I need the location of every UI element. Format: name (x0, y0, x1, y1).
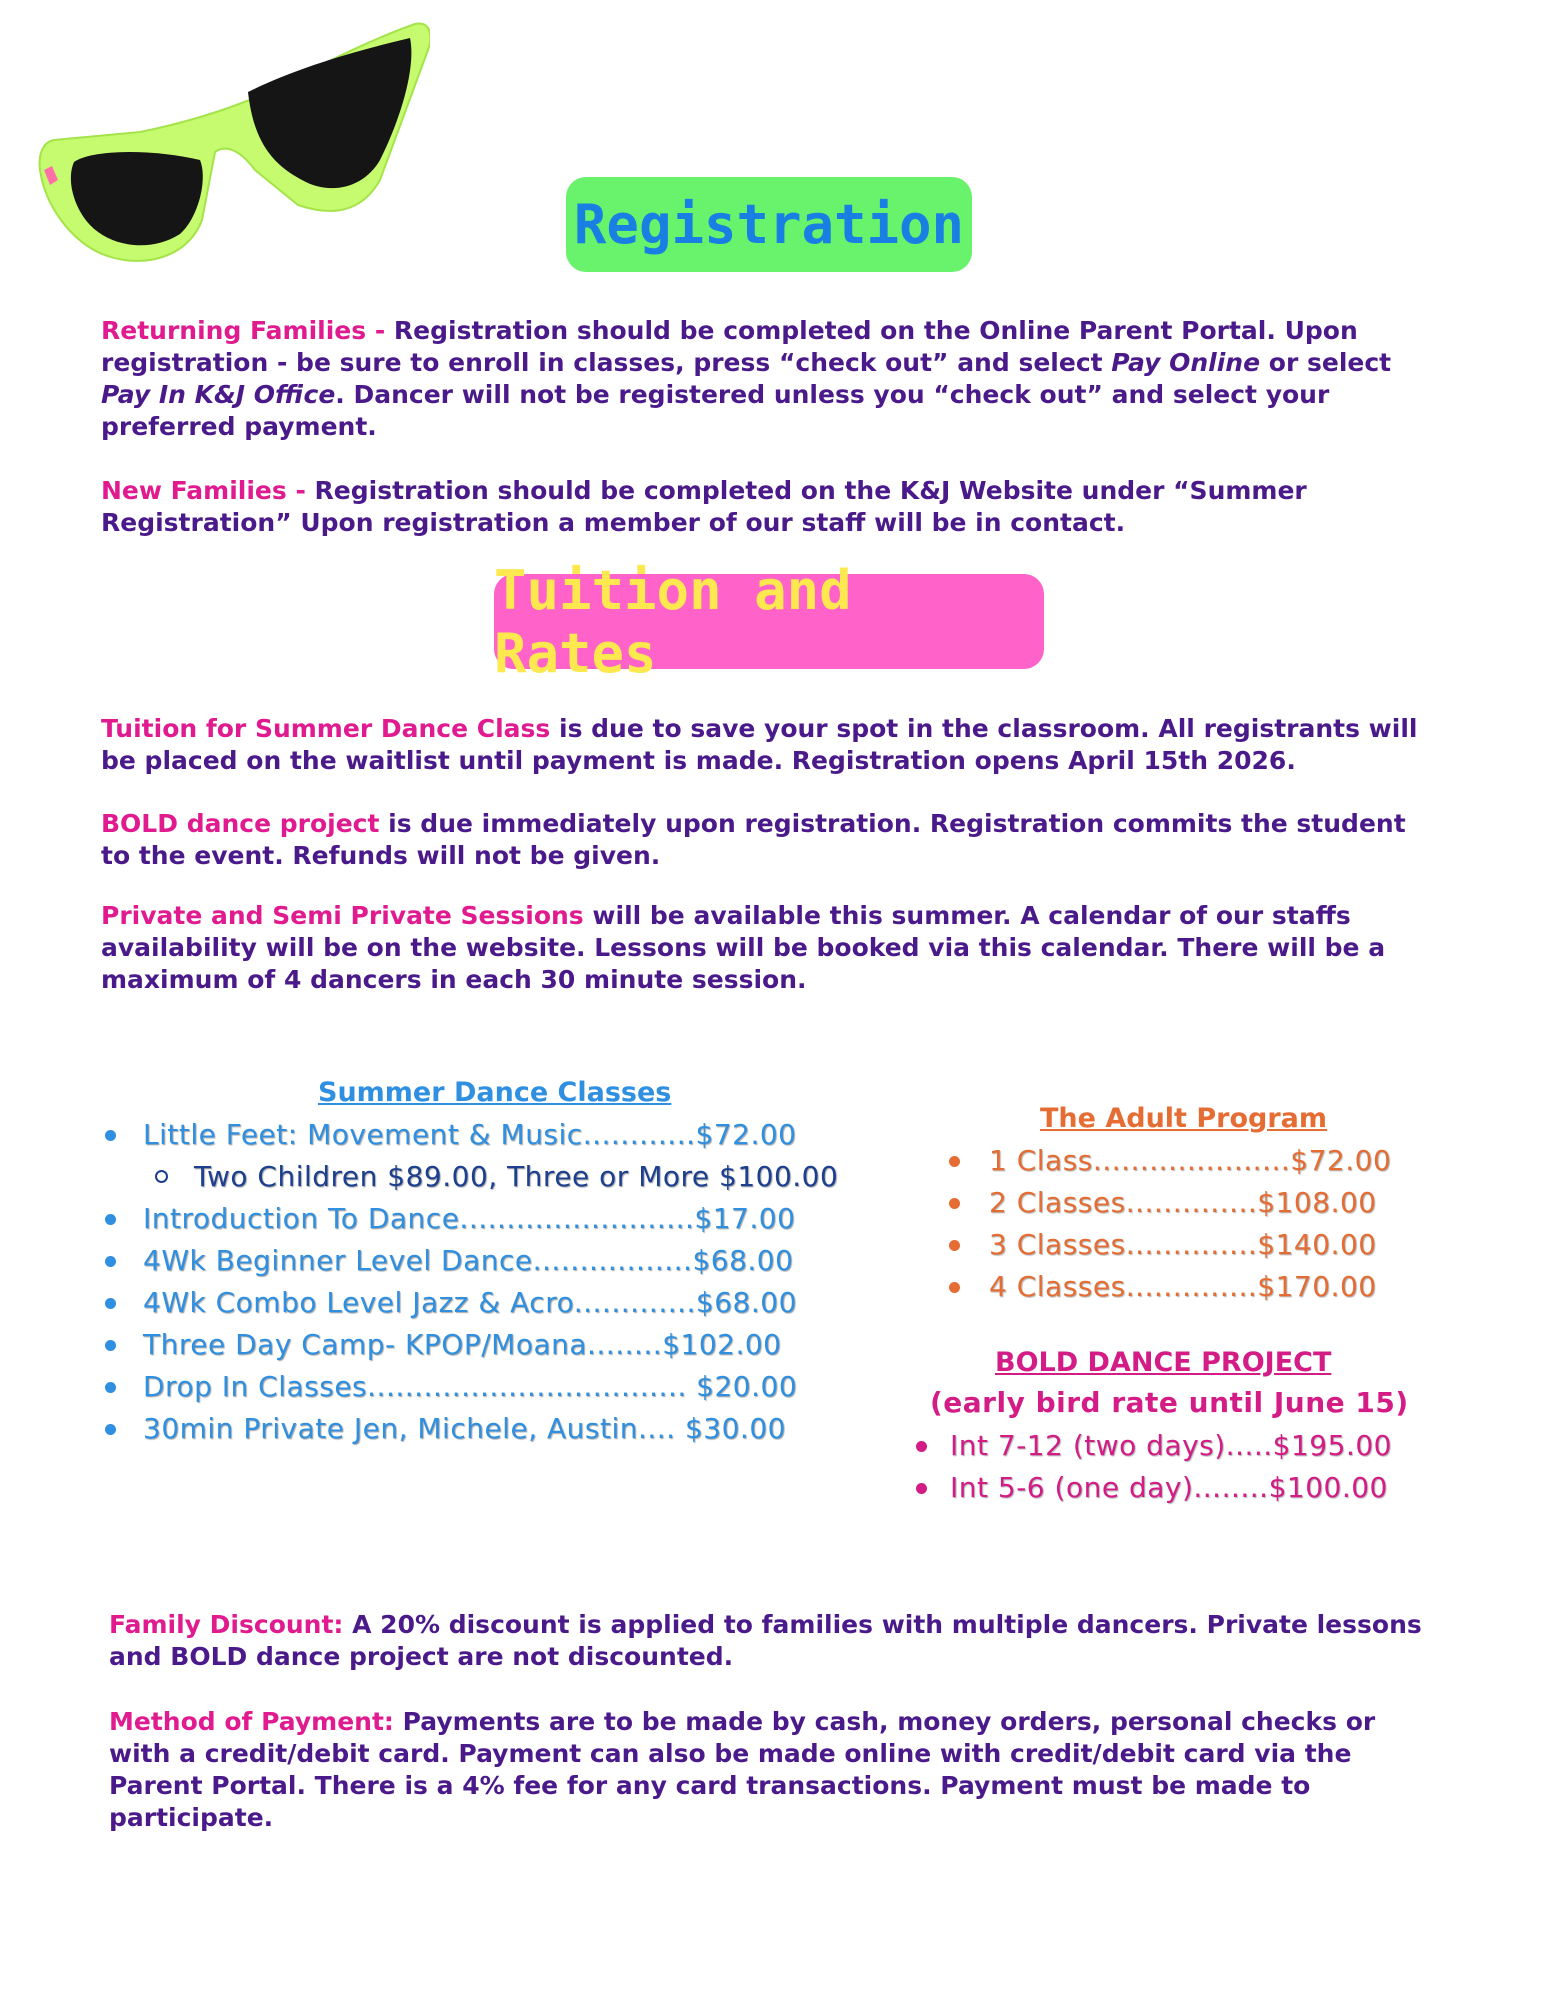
list-item (943, 1266, 1391, 1308)
list-item (912, 1467, 1392, 1509)
bullet-icon (949, 1240, 960, 1251)
summer-tuition-text: is due to save your spot in the classroom. All registrants will be placed on the waitlist until payment is made. Registration opens April 15th 2026. (101, 714, 1418, 775)
bold-project-list (912, 1425, 1392, 1509)
adult-program-list (943, 1140, 1391, 1308)
list-item (943, 1224, 1391, 1266)
summer-tuition-paragraph (101, 713, 1431, 777)
list-item (943, 1140, 1391, 1182)
pay-in-office-text: Pay In K&J Office (101, 380, 336, 409)
family-discount-paragraph (109, 1609, 1439, 1673)
private-sessions-paragraph (101, 900, 1431, 996)
list-item-text: Int 7-12 (two days).....$195.00 (950, 1429, 1392, 1462)
new-families-paragraph (101, 475, 1431, 539)
list-item (101, 1156, 838, 1198)
returning-families-text-3: . Dancer will not be registered unless you “check out” and select your preferred payment. (101, 380, 1330, 441)
circle-bullet-icon (155, 1170, 168, 1183)
list-item-text: Introduction To Dance.........................$17.00 (143, 1202, 796, 1235)
returning-families-label: Returning Families - (101, 316, 394, 345)
bullet-icon (105, 1214, 116, 1225)
bullet-icon (916, 1483, 927, 1494)
list-item (101, 1114, 838, 1156)
pay-online-text: Pay Online (1111, 348, 1261, 377)
list-item (101, 1408, 838, 1450)
list-item-text: 4Wk Beginner Level Dance.................$68.00 (143, 1244, 794, 1277)
new-families-text: Registration should be completed on the K&J Website under “Summer Registration” Upon registration a member of our staff will be in contact. (101, 476, 1307, 537)
private-sessions-text: will be available this summer. A calendar of our staffs availability will be on the website. Lessons will be booked via this calendar. There will be a maximum of 4 dancers in each 30 minute session. (101, 901, 1386, 994)
bullet-icon (949, 1282, 960, 1293)
list-item-text: 2 Classes..............$108.00 (989, 1186, 1377, 1219)
bold-tuition-label: BOLD dance project (101, 809, 380, 838)
list-item-text: 4 Classes..............$170.00 (989, 1270, 1377, 1303)
list-item-text: Drop In Classes.................................. $20.00 (143, 1370, 798, 1403)
private-sessions-label: Private and Semi Private Sessions (101, 901, 584, 930)
registration-title: Registration (573, 193, 965, 256)
bullet-icon (105, 1424, 116, 1435)
family-discount-label: Family Discount: (109, 1610, 344, 1639)
payment-method-text: Payments are to be made by cash, money orders, personal checks or with a credit/debit card. Payment can also be made online with credit/debit card via the Parent Portal. There is a 4% fee for any card transactions. Payment must be made to participate. (109, 1707, 1376, 1832)
bullet-icon (949, 1156, 960, 1167)
bullet-icon (105, 1130, 116, 1141)
returning-families-paragraph (101, 315, 1431, 443)
list-item-text: 1 Class.....................$72.00 (989, 1144, 1392, 1177)
tuition-banner (494, 558, 1044, 685)
returning-families-text: Registration should be completed on the Online Parent Portal. Upon registration - be sure to enroll in classes, press “check out” and select (101, 316, 1358, 377)
list-item-text: Little Feet: Movement & Music............$72.00 (143, 1118, 797, 1151)
bullet-icon (105, 1382, 116, 1393)
summer-classes-title: Summer Dance Classes (318, 1077, 672, 1108)
new-families-label: New Families - (101, 476, 315, 505)
list-item-text: 4Wk Combo Level Jazz & Acro.............$68.00 (143, 1286, 797, 1319)
bold-project-subtitle: (early bird rate until June 15) (930, 1386, 1409, 1419)
list-item (101, 1282, 838, 1324)
bold-tuition-paragraph (101, 808, 1431, 872)
sunglasses-image (30, 20, 430, 265)
returning-families-text-2: or select (1260, 348, 1392, 377)
bold-project-title: BOLD DANCE PROJECT (995, 1347, 1332, 1378)
list-item (101, 1366, 838, 1408)
list-item (912, 1425, 1392, 1467)
list-item-text: 3 Classes..............$140.00 (989, 1228, 1377, 1261)
family-discount-text: A 20% discount is applied to families with multiple dancers. Private lessons and BOLD dance project are not discounted. (109, 1610, 1422, 1671)
bullet-icon (105, 1340, 116, 1351)
list-item (101, 1240, 838, 1282)
list-item-text: Three Day Camp- KPOP/Moana........$102.00 (143, 1328, 782, 1361)
list-item (943, 1182, 1391, 1224)
adult-program-title: The Adult Program (1040, 1103, 1328, 1134)
list-item (101, 1198, 838, 1240)
summer-tuition-label: Tuition for Summer Dance Class (101, 714, 551, 743)
list-item-text: Int 5-6 (one day)........$100.00 (950, 1471, 1388, 1504)
summer-classes-list (101, 1114, 838, 1450)
payment-method-label: Method of Payment: (109, 1707, 394, 1736)
payment-method-paragraph (109, 1706, 1439, 1834)
bold-tuition-text: is due immediately upon registration. Registration commits the student to the event. Refunds will not be given. (101, 809, 1406, 870)
bullet-icon (105, 1298, 116, 1309)
bullet-icon (105, 1256, 116, 1267)
bullet-icon (916, 1441, 927, 1452)
list-item-text: 30min Private Jen, Michele, Austin.... $30.00 (143, 1412, 786, 1445)
bullet-icon (949, 1198, 960, 1209)
list-item-text: Two Children $89.00, Three or More $100.00 (194, 1160, 839, 1193)
tuition-title: Tuition and Rates (494, 558, 852, 685)
list-item (101, 1324, 838, 1366)
registration-banner (566, 177, 972, 272)
